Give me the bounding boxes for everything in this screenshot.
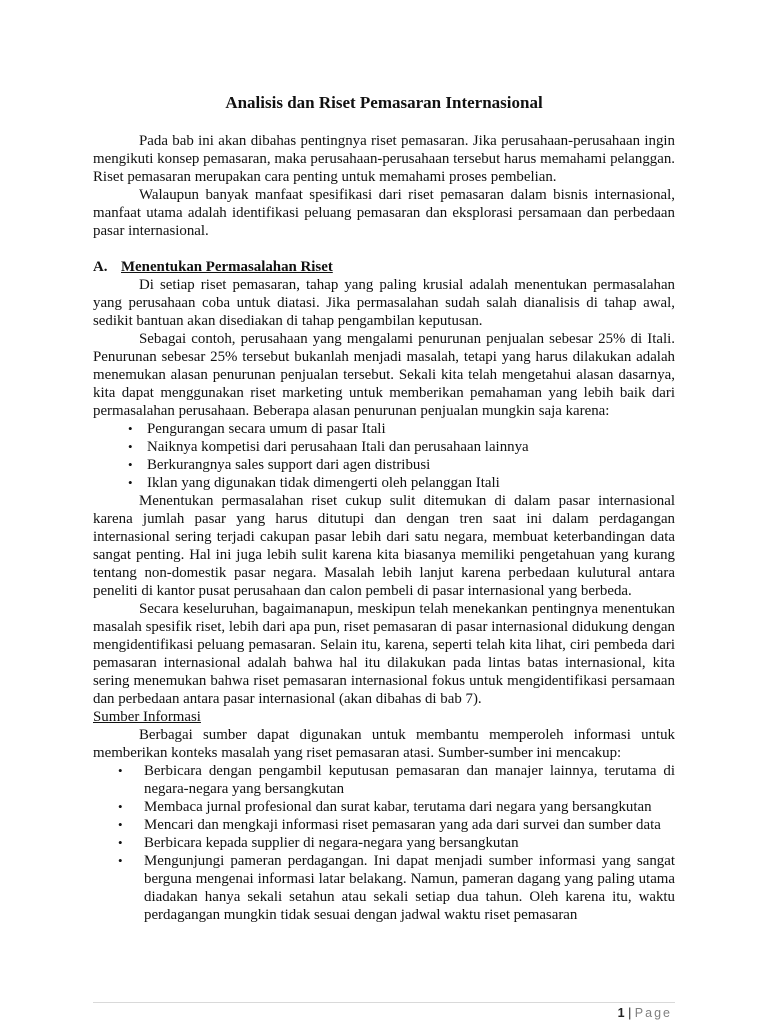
- list-item-text: Berkurangnya sales support dari agen distribusi: [147, 457, 431, 473]
- bullet-icon: •: [118, 763, 123, 778]
- bullet-icon: •: [128, 475, 133, 490]
- sources-intro: Berbagai sumber dapat digunakan untuk membantu memperoleh informasi untuk memberikan konteks masalah yang riset pemasaran atasi. Sumber-sumber ini mencakup:: [93, 727, 675, 761]
- section-a-paragraph-2: Sebagai contoh, perusahaan yang mengalami penurunan penjualan sebesar 25% di Itali. Penurunan sebesar 25% tersebut bukanlah menjadi masalah, tetapi yang harus dilakukan adalah menemukan alasan penurunan penjualan tersebut. Sekali kita telah mengetahui alasan dasarnya, kita dapat menggunakan riset marketing untuk memberikan pemahaman yang lebih baik dari permasalahan perusahaan. Beberapa alasan penurunan penjualan mungkin saja karena:: [93, 331, 675, 419]
- list-item-text: Naiknya kompetisi dari perusahaan Itali dan perusahaan lainnya: [147, 439, 529, 455]
- page-number: 1: [617, 1006, 625, 1020]
- bullet-icon: •: [128, 457, 133, 472]
- list-item: [93, 420, 675, 438]
- list-item: [93, 798, 675, 816]
- list-item: [93, 834, 675, 852]
- sources-list: [93, 762, 675, 924]
- list-item-text: Berbicara kepada supplier di negara-negara yang bersangkutan: [144, 835, 519, 851]
- intro-paragraph-2: Walaupun banyak manfaat spesifikasi dari riset pemasaran dalam bisnis internasional, manfaat utama adalah identifikasi peluang pemasaran dan eksplorasi persamaan dan perbedaan pasar internasional.: [93, 187, 675, 239]
- list-item-text: Berbicara dengan pengambil keputusan pemasaran dan manajer lainnya, terutama di negara-negara yang bersangkutan: [144, 763, 675, 797]
- bullet-icon: •: [118, 853, 123, 868]
- list-item-text: Mengunjungi pameran perdagangan. Ini dapat menjadi sumber informasi yang sangat berguna mengenai informasi latar belakang. Namun, pameran dagang yang paling utama diadakan hanya sekali setahun atau sekali setiap dua tahun. Oleh karena itu, waktu perdagangan mungkin tidak sesuai dengan jadwal waktu riset pemasaran: [144, 853, 675, 923]
- footer-divider: [93, 1002, 675, 1003]
- reasons-list: [93, 420, 675, 492]
- list-item: [93, 816, 675, 834]
- list-item: [93, 474, 675, 492]
- sources-heading: Sumber Informasi: [93, 709, 201, 725]
- section-a-paragraph-1: Di setiap riset pemasaran, tahap yang paling krusial adalah menentukan permasalahan yang perusahaan coba untuk diatasi. Jika permasalahan sudah salah dianalisis di tahap awal, sedikit bantuan akan disediakan di tahap pengambilan keputusan.: [93, 277, 675, 329]
- section-a-heading: [93, 258, 675, 276]
- section-a-number: A.: [93, 259, 108, 275]
- list-item-text: Iklan yang digunakan tidak dimengerti oleh pelanggan Itali: [147, 475, 500, 491]
- list-item-text: Membaca jurnal profesional dan surat kabar, terutama dari negara yang bersangkutan: [144, 799, 652, 815]
- bullet-icon: •: [118, 799, 123, 814]
- list-item: [93, 852, 675, 924]
- page-footer: [618, 1006, 672, 1020]
- list-item-text: Mencari dan mengkaji informasi riset pemasaran yang ada dari survei dan sumber data: [144, 817, 661, 833]
- list-item-text: Pengurangan secara umum di pasar Itali: [147, 421, 386, 437]
- bullet-icon: •: [118, 835, 123, 850]
- section-a-paragraph-4: Secara keseluruhan, bagaimanapun, meskipun telah menekankan pentingnya menentukan masalah spesifik riset, lebih dari apa pun, riset pemasaran di pasar internasional didukung dengan mengidentifikasi peluang pemasaran. Selain itu, karena, seperti telah kita lihat, ciri pembeda dari pemasaran internasional adalah bahwa hal itu dilakukan pada lintas batas internasional, kita sering menemukan bahwa riset pemasaran internasional fokus untuk mengidentifikasi persamaan dan perbedaan antara pasar internasional (akan dibahas di bab 7).: [93, 601, 675, 707]
- document-body: [93, 132, 675, 924]
- intro-paragraph-1: Pada bab ini akan dibahas pentingnya riset pemasaran. Jika perusahaan-perusahaan ingin mengikuti konsep pemasaran, maka perusahaan-perusahaan tersebut harus memahami pelanggan. Riset pemasaran merupakan cara penting untuk memahami proses pembelian.: [93, 133, 675, 185]
- bullet-icon: •: [128, 439, 133, 454]
- bullet-icon: •: [118, 817, 123, 832]
- page-label: Page: [634, 1006, 672, 1020]
- list-item: [93, 762, 675, 798]
- list-item: [93, 456, 675, 474]
- section-a-title: Menentukan Permasalahan Riset: [121, 259, 333, 275]
- list-item: [93, 438, 675, 456]
- page-separator: |: [628, 1006, 632, 1020]
- section-a-paragraph-3: Menentukan permasalahan riset cukup sulit ditemukan di dalam pasar internasional karena jumlah pasar yang harus ditutupi dan dengan tren saat ini dalam perdagangan internasional sering terjadi cakupan pasar lebih dari satu negara, membuat keterbandingan data sangat penting. Hal ini juga lebih sulit karena kita biasanya memiliki pengetahuan yang kurang tentang non-domestik pasar negara. Masalah lebih lanjut karena perbedaan kulutural antara peneliti di kantor pusat perusahaan dan calon pembeli di pasar internasional yang berbeda.: [93, 493, 675, 599]
- document-title: Analisis dan Riset Pemasaran Internasional: [225, 93, 543, 112]
- bullet-icon: •: [128, 421, 133, 436]
